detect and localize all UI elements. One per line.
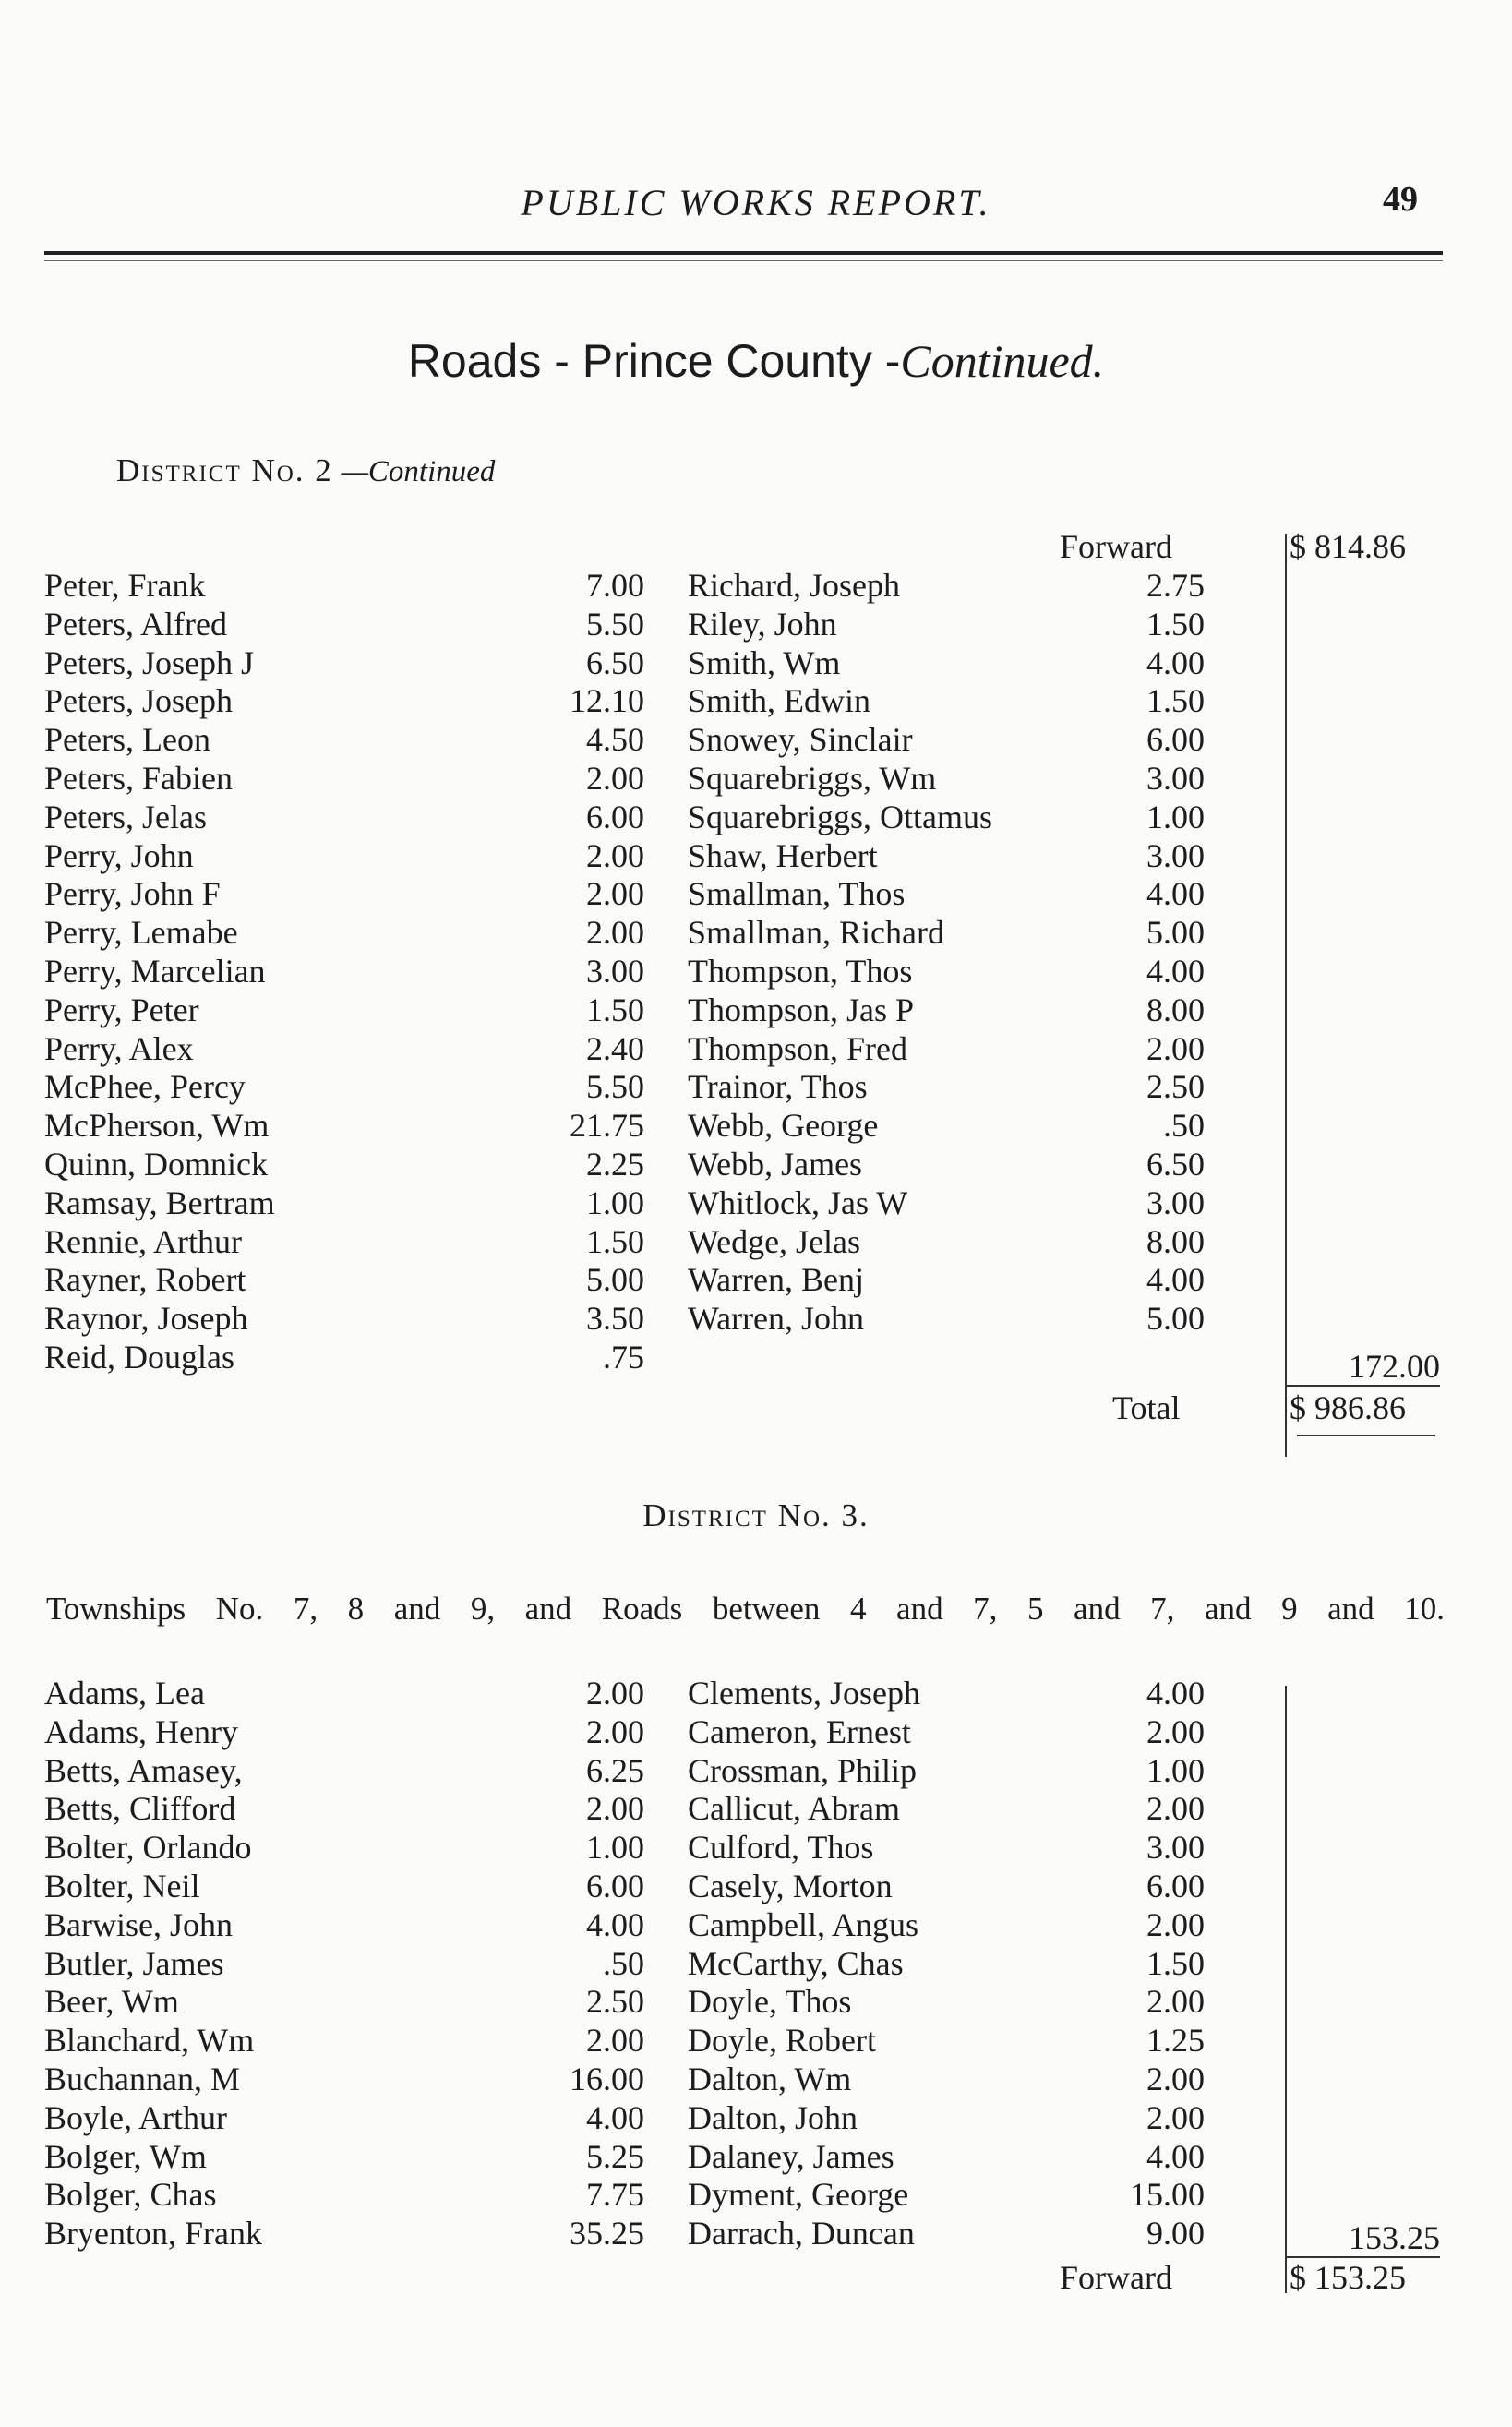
entry-name: Smallman, Thos	[688, 875, 906, 913]
district-2-left-entry	[44, 875, 644, 914]
entry-amount: 21.75	[570, 1107, 644, 1145]
district-3-heading	[0, 1497, 1512, 1534]
header-rule-thin	[44, 260, 1443, 261]
entry-amount: .50	[1163, 1107, 1205, 1145]
district-2-right-entry	[688, 721, 1205, 760]
entry-amount: 3.00	[1146, 836, 1205, 874]
district-3-left-entry	[44, 1752, 644, 1791]
district-3-right-entry	[688, 1713, 1205, 1752]
entry-amount: 2.00	[586, 875, 644, 913]
district-3-left-entry	[44, 1906, 644, 1945]
district-3-left-entry	[44, 1945, 644, 1984]
entry-name: Dalton, John	[688, 2098, 858, 2136]
district-2-right-entry	[688, 875, 1205, 914]
district-3-column-rule	[1285, 1686, 1287, 2293]
entry-name: Perry, Lemabe	[44, 914, 238, 952]
entry-amount: 12.10	[570, 682, 644, 720]
district-3-right-entry	[688, 1868, 1205, 1906]
district-2-right-entry	[688, 1030, 1205, 1069]
district-3-right-entry	[688, 1983, 1205, 2022]
entry-amount: 1.00	[1146, 798, 1205, 835]
district-3-right-entry	[688, 2138, 1205, 2177]
district-2-right-entry	[688, 1107, 1205, 1146]
entry-name: Squarebriggs, Ottamus	[688, 798, 992, 835]
entry-name: Dalaney, James	[688, 2137, 894, 2175]
district-3-subtotal: 153.25	[1349, 2219, 1440, 2256]
district-2-right-entry	[688, 1146, 1205, 1184]
district-3-right-entry	[688, 1675, 1205, 1713]
district-3-right-entry	[688, 1752, 1205, 1791]
running-title: PUBLIC WORKS REPORT.	[521, 182, 991, 223]
district-2-left-entry	[44, 1146, 644, 1184]
entry-name: Thompson, Jas P	[688, 991, 915, 1028]
district-2-heading	[116, 452, 495, 489]
district-2-right-entry	[688, 644, 1205, 683]
district-2-left-entry	[44, 1068, 644, 1107]
entry-amount: 1.50	[586, 1222, 644, 1260]
entry-name: Doyle, Robert	[688, 2022, 876, 2060]
entry-name: Webb, James	[688, 1145, 863, 1183]
entry-amount: 4.00	[1146, 952, 1205, 990]
entry-name: Smallman, Richard	[688, 914, 944, 952]
page-number: 49	[1383, 180, 1418, 219]
district-3-right-entry	[688, 2022, 1205, 2061]
entry-amount: 3.50	[586, 1300, 644, 1338]
entry-name: Perry, Alex	[44, 1029, 194, 1067]
district-2-column-rule	[1285, 534, 1287, 1457]
district-2-left-entry	[44, 1107, 644, 1146]
entry-name: Callicut, Abram	[688, 1790, 900, 1828]
entry-amount: 2.00	[1146, 1905, 1205, 1943]
district-3-left-entry	[44, 1713, 644, 1752]
district-3-right-entry	[688, 2099, 1205, 2138]
entry-amount: 2.00	[586, 1712, 644, 1750]
entry-name: Peters, Jelas	[44, 798, 207, 835]
district-3-left-entry	[44, 1790, 644, 1829]
entry-amount: 4.00	[586, 1905, 644, 1943]
entry-amount: 2.00	[586, 914, 644, 952]
district-3-right-list	[688, 1675, 1205, 2253]
district-2-left-entry	[44, 837, 644, 876]
entry-name: Rayner, Robert	[44, 1261, 246, 1299]
entry-amount: 2.00	[1146, 1983, 1205, 2021]
district-3-left-entry	[44, 1829, 644, 1868]
entry-amount: 35.25	[570, 2215, 644, 2253]
district-3-right-entry	[688, 1906, 1205, 1945]
district-2-right-entry	[688, 1300, 1205, 1339]
district-3-forward-amount: $ 153.25	[1290, 2259, 1406, 2296]
entry-name: Clements, Joseph	[688, 1675, 920, 1712]
district-2-forward-amount: $ 814.86	[1290, 528, 1406, 565]
entry-amount: 4.00	[586, 2098, 644, 2136]
entry-name: Peters, Alfred	[44, 605, 227, 643]
entry-amount: 2.75	[1146, 567, 1205, 604]
district-2-right-entry	[688, 1068, 1205, 1107]
district-2-right-entry	[688, 1223, 1205, 1262]
district-2-right-entry	[688, 760, 1205, 799]
entry-amount: 4.00	[1146, 2137, 1205, 2175]
district-3-left-entry	[44, 2061, 644, 2099]
entry-amount: 2.00	[1146, 1712, 1205, 1750]
entry-name: Smith, Wm	[688, 643, 841, 681]
entry-amount: 2.50	[586, 1983, 644, 2021]
entry-amount: 4.50	[586, 721, 644, 759]
entry-amount: 1.50	[1146, 605, 1205, 643]
entry-name: Trainor, Thos	[688, 1068, 868, 1106]
district-3-right-entry	[688, 1945, 1205, 1984]
section-title	[0, 334, 1512, 388]
entry-name: Bryenton, Frank	[44, 2215, 262, 2253]
entry-amount: 6.00	[1146, 1867, 1205, 1904]
entry-name: Thompson, Fred	[688, 1029, 907, 1067]
district-2-left-entry	[44, 606, 644, 644]
entry-name: Smith, Edwin	[688, 682, 871, 720]
district-3-right-entry	[688, 1829, 1205, 1868]
entry-amount: 3.00	[586, 952, 644, 990]
entry-amount: 6.50	[1146, 1145, 1205, 1183]
entry-name: Campbell, Angus	[688, 1905, 918, 1943]
district-2-right-entry	[688, 606, 1205, 644]
entry-amount: .50	[603, 1944, 644, 1982]
entry-amount: 8.00	[1146, 991, 1205, 1028]
district-2-left-list	[44, 567, 644, 1377]
section-title-continued: Continued.	[900, 335, 1105, 387]
district-2-continued: —Continued	[341, 455, 496, 488]
entry-amount: 4.00	[1146, 643, 1205, 681]
district-2-subtotal-rule	[1285, 1385, 1440, 1387]
entry-amount: 2.00	[1146, 1790, 1205, 1828]
entry-name: Blanchard, Wm	[44, 2022, 255, 2060]
entry-name: Betts, Clifford	[44, 1790, 236, 1828]
entry-name: Beer, Wm	[44, 1983, 179, 2021]
entry-name: Casely, Morton	[688, 1867, 893, 1904]
entry-amount: 2.00	[1146, 2098, 1205, 2136]
entry-amount: .75	[603, 1338, 644, 1376]
district-2-left-entry	[44, 1184, 644, 1223]
entry-amount: 2.40	[586, 1029, 644, 1067]
entry-amount: 6.00	[586, 798, 644, 835]
entry-name: Quinn, Domnick	[44, 1145, 268, 1183]
entry-name: Dyment, George	[688, 2176, 909, 2214]
entry-amount: 5.00	[1146, 1300, 1205, 1338]
district-2-right-entry	[688, 1184, 1205, 1223]
entry-amount: 2.00	[586, 836, 644, 874]
district-2-left-entry	[44, 760, 644, 799]
district-2-left-entry	[44, 914, 644, 953]
entry-name: Adams, Lea	[44, 1675, 205, 1712]
entry-name: Webb, George	[688, 1107, 879, 1145]
entry-name: Barwise, John	[44, 1905, 233, 1943]
entry-name: Dalton, Wm	[688, 2060, 852, 2097]
entry-name: Perry, Marcelian	[44, 952, 266, 990]
entry-amount: 5.00	[586, 1261, 644, 1299]
district-2-left-entry	[44, 953, 644, 991]
entry-name: Peters, Joseph J	[44, 643, 254, 681]
district-3-right-entry	[688, 1790, 1205, 1829]
entry-amount: 2.00	[586, 1790, 644, 1828]
entry-amount: 5.50	[586, 1068, 644, 1106]
entry-amount: 2.00	[586, 1675, 644, 1712]
entry-name: Peters, Joseph	[44, 682, 233, 720]
entry-amount: 5.25	[586, 2137, 644, 2175]
entry-name: Peter, Frank	[44, 567, 206, 604]
district-2-right-entry	[688, 567, 1205, 606]
entry-amount: 6.00	[1146, 721, 1205, 759]
header-rule	[44, 251, 1443, 255]
district-3-left-entry	[44, 2022, 644, 2061]
entry-name: Butler, James	[44, 1944, 224, 1982]
entry-amount: 1.25	[1146, 2022, 1205, 2060]
district-2-subtotal: 172.00	[1349, 1348, 1440, 1385]
district-3-right-entry	[688, 2061, 1205, 2099]
entry-amount: 1.00	[586, 1183, 644, 1221]
entry-amount: 2.00	[586, 759, 644, 797]
entry-amount: 3.00	[1146, 1183, 1205, 1221]
district-2-right-entry	[688, 682, 1205, 721]
entry-amount: 2.50	[1146, 1068, 1205, 1106]
district-2-right-entry	[688, 1261, 1205, 1300]
entry-name: Reid, Douglas	[44, 1338, 234, 1376]
district-2-left-entry	[44, 1339, 644, 1377]
entry-name: Shaw, Herbert	[688, 836, 878, 874]
entry-name: Raynor, Joseph	[44, 1300, 248, 1338]
district-2-total-amount: $ 986.86	[1290, 1389, 1406, 1426]
entry-name: Snowey, Sinclair	[688, 721, 913, 759]
entry-name: Betts, Amasey,	[44, 1751, 243, 1789]
district-3-right-entry	[688, 2215, 1205, 2253]
entry-name: Bolger, Wm	[44, 2137, 207, 2175]
entry-amount: 1.00	[1146, 1751, 1205, 1789]
entry-amount: 1.50	[1146, 682, 1205, 720]
entry-name: Wedge, Jelas	[688, 1222, 861, 1260]
district-3-left-entry	[44, 1868, 644, 1906]
entry-name: Perry, John	[44, 836, 194, 874]
district-2-left-entry	[44, 682, 644, 721]
entry-name: Perry, John F	[44, 875, 221, 913]
entry-name: Buchannan, M	[44, 2060, 240, 2097]
district-3-forward-label: Forward	[1060, 2259, 1172, 2296]
entry-name: Peters, Leon	[44, 721, 210, 759]
entry-amount: 1.00	[586, 1829, 644, 1867]
entry-amount: 5.00	[1146, 914, 1205, 952]
entry-name: McCarthy, Chas	[688, 1944, 904, 1982]
entry-name: Rennie, Arthur	[44, 1222, 242, 1260]
entry-amount: 5.50	[586, 605, 644, 643]
district-2-left-entry	[44, 567, 644, 606]
entry-amount: 2.25	[586, 1145, 644, 1183]
district-2-right-entry	[688, 799, 1205, 837]
district-3-townships-note: Townships No. 7, 8 and 9, and Roads between 4 and 7, 5 and 7, and 9 and 10.	[46, 1591, 1445, 1627]
entry-name: Darrach, Duncan	[688, 2215, 915, 2253]
entry-name: Peters, Fabien	[44, 759, 233, 797]
district-3-left-entry	[44, 1983, 644, 2022]
entry-name: McPherson, Wm	[44, 1107, 270, 1145]
district-2-right-entry	[688, 991, 1205, 1030]
entry-amount: 6.00	[586, 1867, 644, 1904]
section-title-main: Roads - Prince County -	[407, 335, 901, 387]
district-3-left-entry	[44, 2176, 644, 2215]
district-2-forward-label: Forward	[1060, 528, 1172, 565]
entry-name: Bolger, Chas	[44, 2176, 217, 2214]
district-2-total-label: Total	[1112, 1389, 1181, 1426]
entry-name: Doyle, Thos	[688, 1983, 852, 2021]
district-2-right-entry	[688, 953, 1205, 991]
district-2-left-entry	[44, 1030, 644, 1069]
entry-amount: 15.00	[1130, 2176, 1205, 2214]
district-2-left-entry	[44, 644, 644, 683]
entry-amount: 6.25	[586, 1751, 644, 1789]
entry-name: Richard, Joseph	[688, 567, 900, 604]
district-3-left-entry	[44, 2215, 644, 2253]
district-3-right-entry	[688, 2176, 1205, 2215]
entry-name: Culford, Thos	[688, 1829, 874, 1867]
district-2-total-rule	[1297, 1435, 1435, 1436]
entry-amount: 4.00	[1146, 875, 1205, 913]
entry-amount: 2.00	[1146, 2060, 1205, 2097]
entry-name: Boyle, Arthur	[44, 2098, 227, 2136]
district-2-left-entry	[44, 799, 644, 837]
district-3-label: District No. 3.	[642, 1497, 870, 1533]
district-2-right-list	[688, 567, 1205, 1339]
entry-name: Warren, John	[688, 1300, 865, 1338]
entry-name: Bolter, Orlando	[44, 1829, 252, 1867]
entry-amount: 9.00	[1146, 2215, 1205, 2253]
entry-amount: 2.00	[586, 2022, 644, 2060]
entry-amount: 1.50	[1146, 1944, 1205, 1982]
entry-name: Adams, Henry	[44, 1712, 238, 1750]
district-3-left-entry	[44, 2138, 644, 2177]
district-2-left-entry	[44, 1223, 644, 1262]
district-2-left-entry	[44, 721, 644, 760]
district-2-left-entry	[44, 991, 644, 1030]
district-2-right-entry	[688, 914, 1205, 953]
entry-name: Thompson, Thos	[688, 952, 913, 990]
district-3-left-entry	[44, 1675, 644, 1713]
entry-name: Perry, Peter	[44, 991, 199, 1028]
entry-amount: 16.00	[570, 2060, 644, 2097]
entry-name: Warren, Benj	[688, 1261, 865, 1299]
entry-amount: 4.00	[1146, 1675, 1205, 1712]
district-2-left-entry	[44, 1261, 644, 1300]
entry-name: Squarebriggs, Wm	[688, 759, 937, 797]
district-3-left-list	[44, 1675, 644, 2253]
entry-name: Bolter, Neil	[44, 1867, 200, 1904]
entry-name: Riley, John	[688, 605, 837, 643]
entry-amount: 3.00	[1146, 759, 1205, 797]
entry-name: Whitlock, Jas W	[688, 1183, 908, 1221]
entry-name: Ramsay, Bertram	[44, 1183, 275, 1221]
entry-amount: 7.75	[586, 2176, 644, 2214]
entry-amount: 4.00	[1146, 1261, 1205, 1299]
entry-amount: 6.50	[586, 643, 644, 681]
entry-amount: 2.00	[1146, 1029, 1205, 1067]
entry-amount: 3.00	[1146, 1829, 1205, 1867]
entry-name: Crossman, Philip	[688, 1751, 918, 1789]
district-2-left-entry	[44, 1300, 644, 1339]
entry-name: Cameron, Ernest	[688, 1712, 911, 1750]
entry-amount: 1.50	[586, 991, 644, 1028]
district-2-right-entry	[688, 837, 1205, 876]
entry-amount: 7.00	[586, 567, 644, 604]
district-2-label: District No. 2	[116, 452, 333, 488]
entry-amount: 8.00	[1146, 1222, 1205, 1260]
entry-name: McPhee, Percy	[44, 1068, 246, 1106]
district-3-left-entry	[44, 2099, 644, 2138]
